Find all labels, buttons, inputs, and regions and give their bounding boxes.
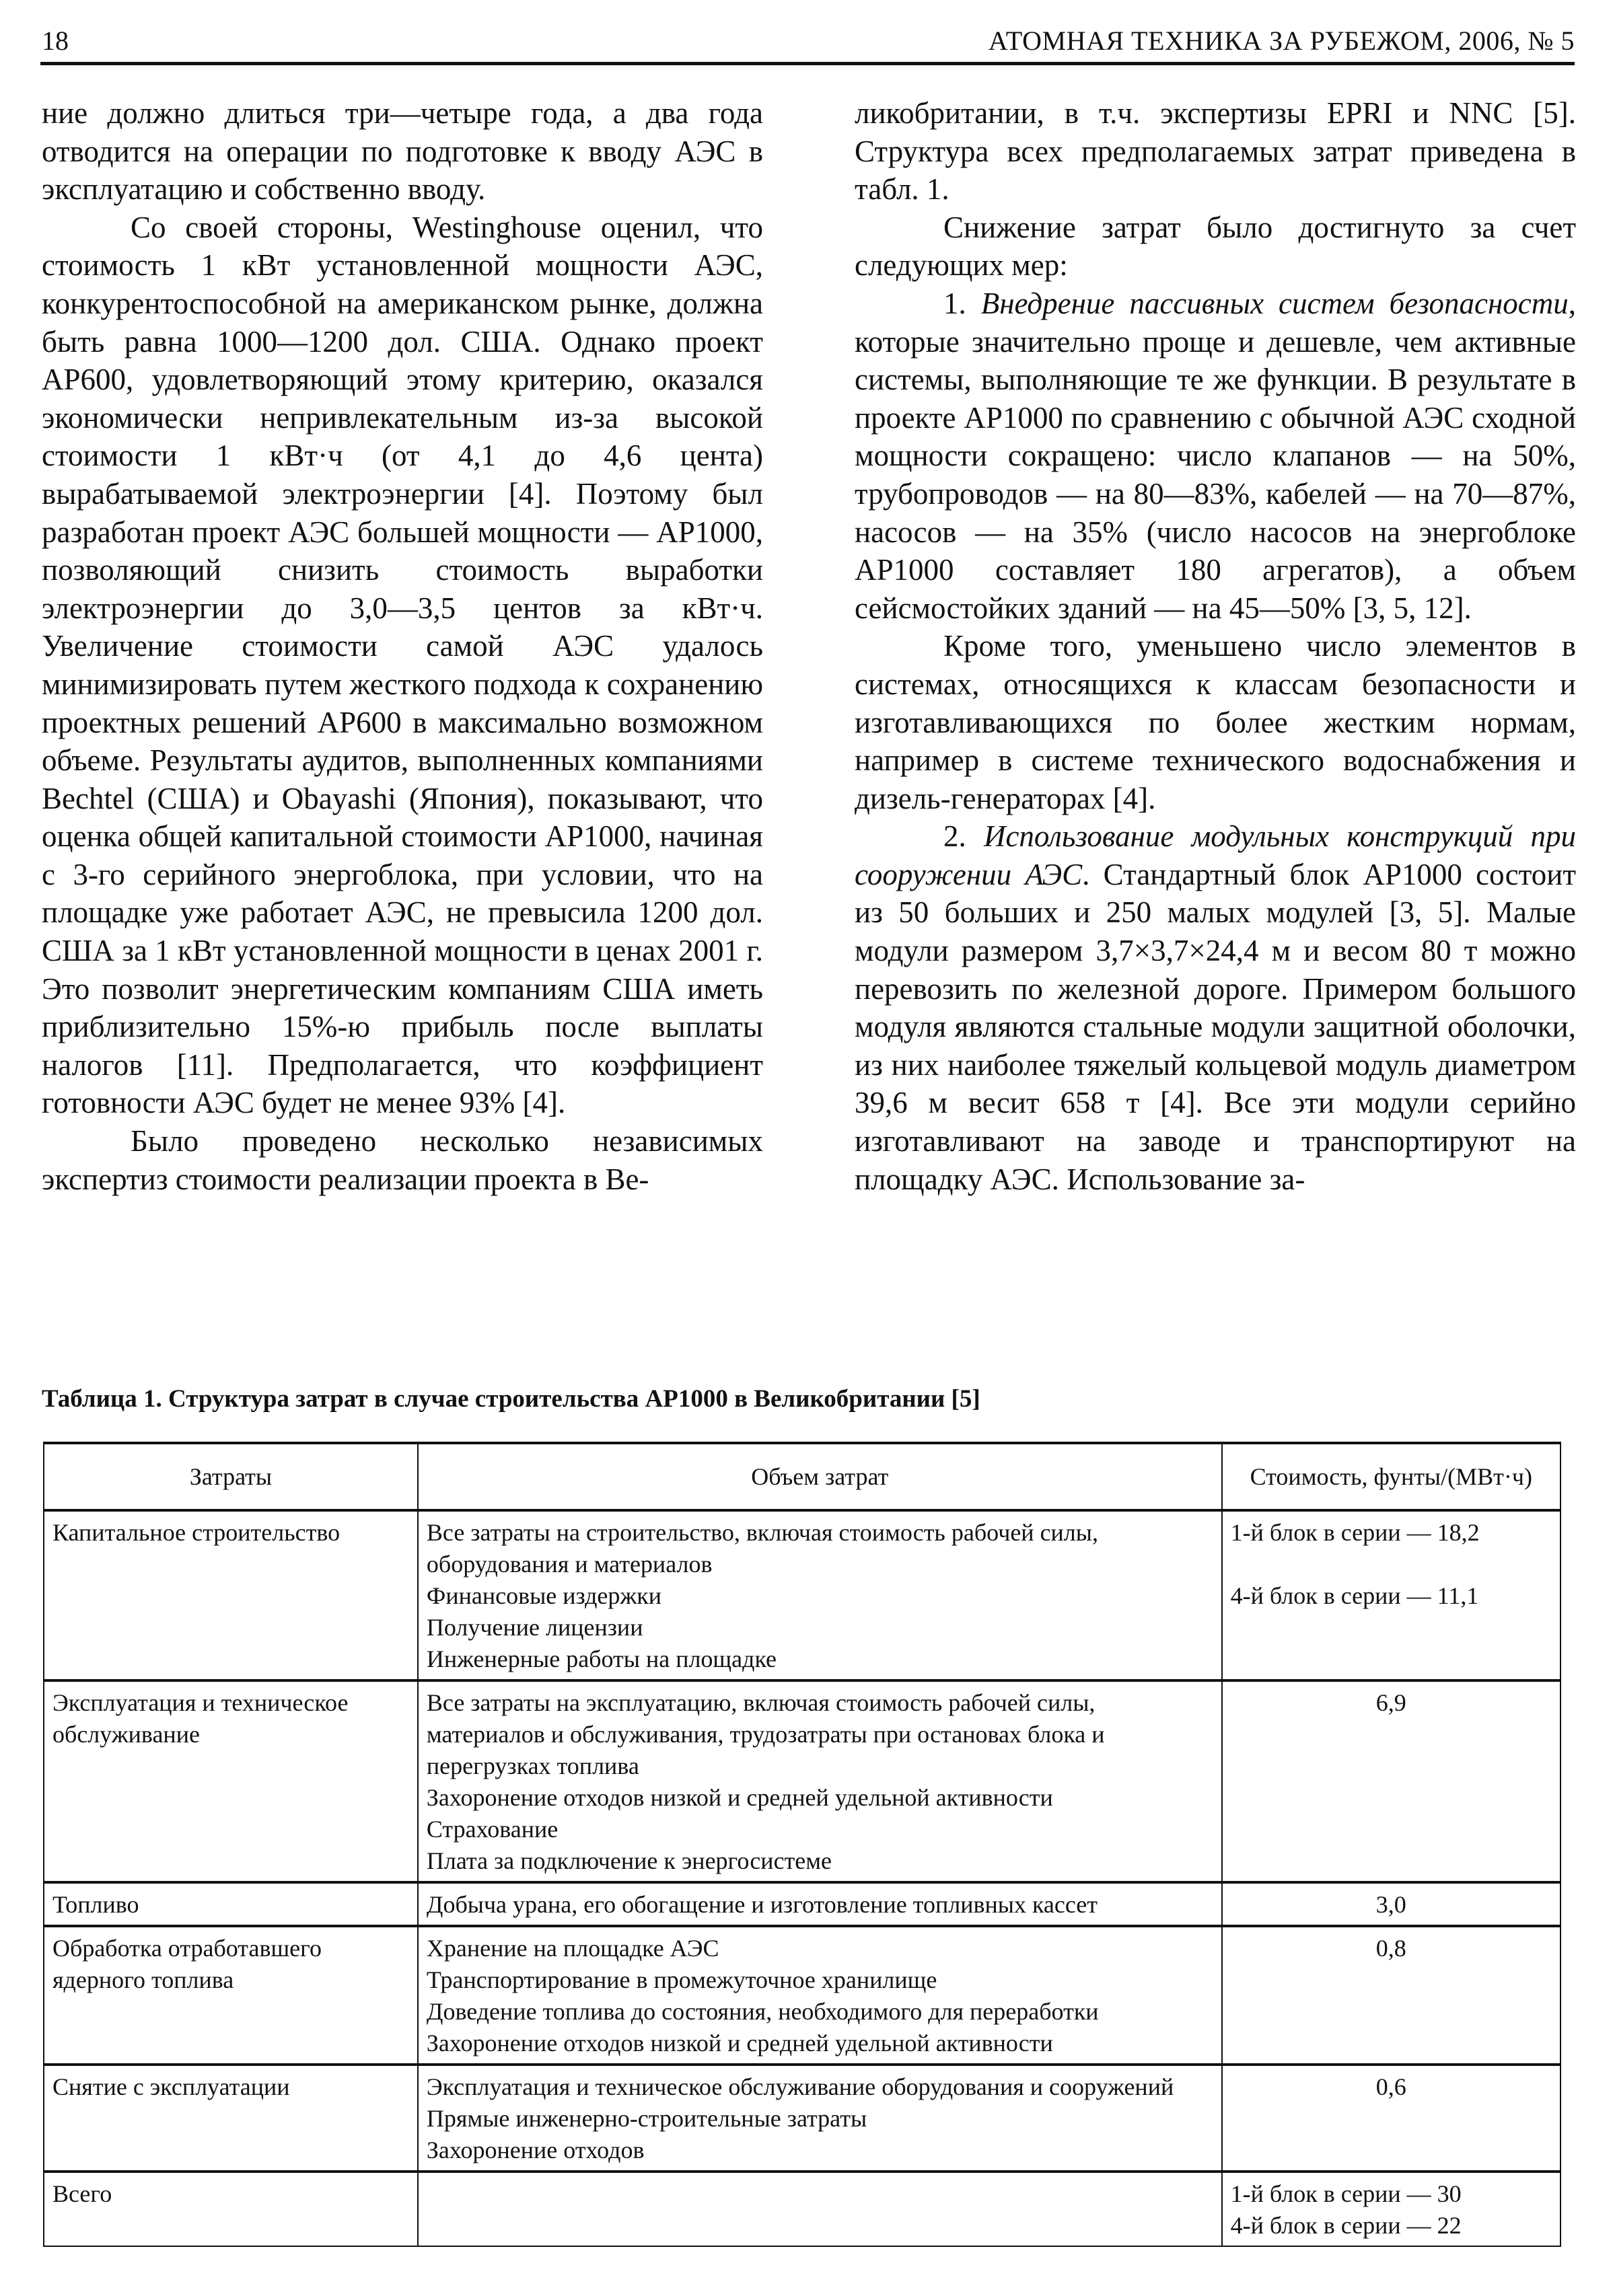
right-column	[855, 94, 1576, 1198]
list-number: 1.	[943, 286, 981, 320]
page-number: 18	[42, 26, 69, 56]
cost-cell	[1222, 1510, 1560, 1680]
items-cell	[418, 1680, 1222, 1882]
list-number: 2.	[943, 819, 984, 854]
item: Финансовые издержки	[426, 1582, 662, 1609]
item: Инженерные работы на площадке	[426, 1645, 777, 1672]
list-item-passive-safety	[855, 285, 1576, 627]
item: Прямые инженерно-строительные затраты	[426, 2105, 867, 2132]
items-cell	[418, 1926, 1222, 2065]
category-cell: Капитальное строительство	[44, 1510, 418, 1680]
item: Захоронение отходов низкой и средней удельной активности	[426, 1784, 1053, 1811]
item: Захоронение отходов	[426, 2137, 645, 2163]
table-row-total	[44, 2172, 1560, 2246]
item: Эксплуатация и техническое обслуживание оборудования и сооружений	[426, 2073, 1174, 2100]
paragraph: ликобритании, в т.ч. экспертизы EPRI и NNC [5]. Структура всех предполагаемых затрат приведена в табл. 1.	[855, 96, 1576, 207]
list-item-modular-construction	[855, 817, 1576, 1198]
cost-cell: 3,0	[1222, 1882, 1560, 1926]
item: Хранение на площадке АЭС	[426, 1935, 719, 1962]
category-cell: Топливо	[44, 1882, 418, 1926]
running-header	[40, 20, 1575, 65]
item: Получение лицензии	[426, 1614, 643, 1641]
cost-value: 4-й блок в серии — 22	[1230, 2212, 1462, 2239]
cost-cell: 0,8	[1222, 1926, 1560, 2065]
item: Добыча урана, его обогащение и изготовление топливных кассет	[426, 1891, 1098, 1918]
table-row	[44, 1510, 1560, 1680]
paragraph: Кроме того, уменьшено число элементов в системах, относящихся к классам безопасности и изготавливающихся по более жестким нормам, например в системе технического водоснабжения и дизель-генераторах [4].	[855, 629, 1576, 815]
paragraph: Со своей стороны, Westinghouse оценил, что стоимость 1 кВт установленной мощности АЭС, конкурентоспособной на американском рынке, должна быть равна 1000—1200 дол. США. Однако проект АР600, удовлетворяющий этому критерию, оказался экономически непривлекательным из-за высокой стоимости 1 кВт·ч (от 4,1 до 4,6 цента) вырабатываемой электроэнергии [4]. Поэтому был разработан проект АЭС большей мощности — АР1000, позволяющий снизить стоимость выработки электроэнергии до 3,0—3,5 центов за кВт·ч. Увеличение стоимости самой АЭС удалось минимизировать путем жесткого подхода к сохранению проектных решений АР600 в максимально возможном объеме. Результаты аудитов, выполненных компаниями Bechtel (США) и Obayashi (Япония), показывают, что оценка общей капитальной стоимости АР1000, начиная с 3-го серийного энергоблока, при условии, что на площадке уже работает АЭС, не превысила 1200 дол. США за 1 кВт установленной мощности в ценах 2001 г. Это позволит энергетическим компаниям США иметь приблизительно 15%-ю прибыль после выплаты налогов [11]. Предполагается, что коэффициент готовности АЭС будет не менее 93% [4].	[42, 210, 763, 1120]
emphasis: Внедрение пассивных систем безопасности	[980, 286, 1569, 320]
paragraph: Снижение затрат было достигнуто за счет следующих мер:	[855, 210, 1576, 283]
items-cell	[418, 1510, 1222, 1680]
table-row	[44, 1926, 1560, 2065]
items-cell	[418, 2065, 1222, 2172]
table-row	[44, 2065, 1560, 2172]
item: Транспортирование в промежуточное хранилище	[426, 1966, 937, 1993]
paragraph: ние должно длиться три—четыре года, а два года отводится на операции по подготовке к вводу АЭС в эксплуатацию и собственно вводу.	[42, 96, 763, 207]
table-caption: Таблица 1. Структура затрат в случае строительства АР1000 в Великобритании [5]	[42, 1385, 980, 1413]
left-column	[42, 94, 763, 1198]
cost-cell	[1222, 2172, 1560, 2246]
cost-structure-table	[43, 1442, 1561, 2247]
item: Захоронение отходов низкой и средней удельной активности	[426, 2030, 1053, 2057]
cost-cell: 0,6	[1222, 2065, 1560, 2172]
table-row	[44, 1882, 1560, 1926]
items-cell	[418, 1882, 1222, 1926]
item: Доведение топлива до состояния, необходимого для переработки	[426, 1998, 1099, 2025]
table-header-row	[44, 1443, 1560, 1510]
items-cell	[418, 2172, 1222, 2246]
paragraph-text: , которые значительно проще и дешевле, чем активные системы, выполняющие те же функции. В результате в проекте АР1000 по сравнению с обычной АЭС сходной мощности сокращено: число клапанов — на 50%, трубопроводов — на 80—83%, кабелей — на 70—87%, насосов — на 35% (число насосов на энергоблоке АР1000 составляет 180 агрегатов), а объем сейсмостойких зданий — на 45—50% [3, 5, 12].	[855, 286, 1576, 625]
emphasis: Использование модульных конструкций при сооружении АЭС	[855, 819, 1576, 891]
category-cell: Всего	[44, 2172, 418, 2246]
column-header: Затраты	[44, 1443, 418, 1510]
cost-value: 1-й блок в серии — 18,2	[1230, 1519, 1480, 1546]
journal-title: АТОМНАЯ ТЕХНИКА ЗА РУБЕЖОМ, 2006, № 5	[988, 26, 1575, 56]
category-cell: Эксплуатация и техническое обслуживание	[44, 1680, 418, 1882]
item: Все затраты на эксплуатацию, включая стоимость рабочей силы, материалов и обслуживания, трудозатраты при остановах блока и перегрузках топлива	[426, 1689, 1105, 1779]
item: Все затраты на строительство, включая стоимость рабочей силы, оборудования и материалов	[426, 1519, 1098, 1578]
category-cell: Обработка отработавшего ядерного топлива	[44, 1926, 418, 2065]
item: Страхование	[426, 1816, 559, 1843]
item: Плата за подключение к энергосистеме	[426, 1847, 832, 1874]
category-cell: Снятие с эксплуатации	[44, 2065, 418, 2172]
paragraph: Было проведено несколько независимых экспертиз стоимости реализации проекта в Ве-	[42, 1124, 763, 1196]
column-header: Стоимость, фунты/(МВт·ч)	[1222, 1443, 1560, 1510]
column-header: Объем затрат	[418, 1443, 1222, 1510]
paragraph-text: . Стандартный блок АР1000 состоит из 50 больших и 250 малых модулей [3, 5]. Малые модули размером 3,7×3,7×24,4 м и весом 80 т можно перевозить по железной дороге. Примером большого модуля являются стальные модули защитной оболочки, из них наиболее тяжелый кольцевой модуль диаметром 39,6 м весит 658 т [4]. Все эти модули серийно изготавливают на заводе и транспортируют на площадку АЭС. Использование за-	[855, 857, 1576, 1196]
cost-cell: 6,9	[1222, 1680, 1560, 1882]
table-row	[44, 1680, 1560, 1882]
cost-value: 1-й блок в серии — 30	[1230, 2180, 1462, 2207]
cost-value: 4-й блок в серии — 11,1	[1230, 1582, 1479, 1609]
